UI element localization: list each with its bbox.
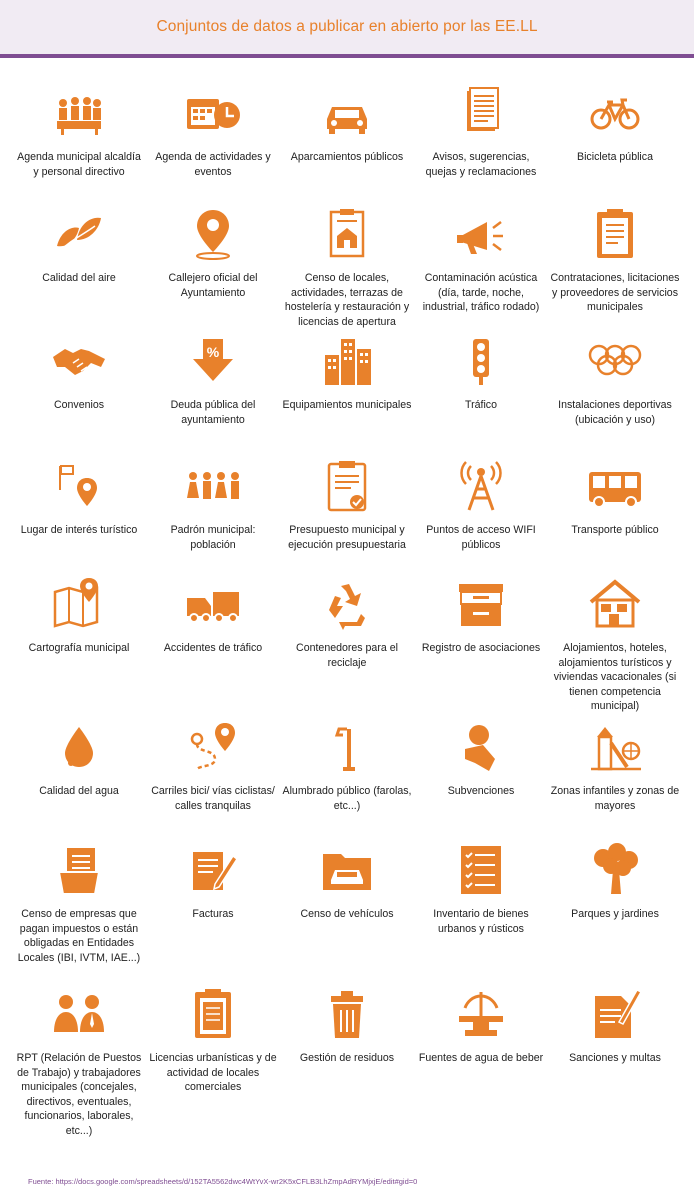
dataset-label: Aparcamientos públicos: [290, 151, 404, 163]
route-pin-icon: [182, 716, 244, 778]
dataset-item: [280, 983, 414, 1066]
buildings-icon: [316, 330, 378, 392]
dataset-label: Equipamientos municipales: [282, 399, 412, 411]
dataset-label: Contrataciones, licitaciones y proveedores de servicios municipales: [550, 272, 680, 313]
dataset-label: Zonas infantiles y zonas de mayores: [550, 785, 680, 812]
dataset-item: [414, 82, 548, 179]
dataset-label: Bicicleta pública: [577, 151, 653, 163]
workers-icon: [48, 983, 110, 1045]
map-pin-icon: [182, 203, 244, 265]
dataset-label: Calidad del aire: [42, 272, 116, 284]
dataset-label: Instalaciones deportivas (ubicación y uso): [558, 399, 672, 426]
dataset-label: Puntos de acceso WIFI públicos: [426, 524, 536, 551]
dataset-item: [12, 573, 146, 656]
dataset-item: [12, 716, 146, 799]
antenna-icon: [450, 455, 512, 517]
dataset-label: Lugar de interés turístico: [20, 524, 138, 536]
dataset-label: Presupuesto municipal y ejecución presupuestaria: [288, 524, 406, 551]
dataset-label: Inventario de bienes urbanos y rústicos: [433, 908, 529, 935]
dataset-item: [12, 839, 146, 965]
dataset-item: [12, 455, 146, 538]
dataset-item: [414, 839, 548, 936]
clipboard-icon: [584, 203, 646, 265]
dataset-label: Avisos, sugerencias, quejas y reclamaciones: [425, 151, 537, 178]
source-link[interactable]: Fuente: https://docs.google.com/spreadsheets/d/152TA5562dwc4WtYvX-wr2K5xCFLB3LhZmpAdRYMjxjE/edit#gid=0: [28, 1177, 418, 1186]
dataset-item: [12, 203, 146, 286]
folded-map-icon: [48, 573, 110, 635]
license-clipboard-icon: [182, 983, 244, 1045]
dataset-item: [280, 82, 414, 165]
dataset-label: Fuentes de agua de beber: [418, 1052, 544, 1064]
source-footer: [28, 1177, 417, 1186]
dataset-label: Licencias urbanísticas y de actividad de locales comerciales: [149, 1052, 277, 1093]
dataset-label: Calidad del agua: [39, 785, 119, 797]
dataset-label: Censo de vehículos: [300, 908, 394, 920]
water-drop-icon: [48, 716, 110, 778]
header-banner: [0, 0, 694, 58]
dataset-item: [146, 573, 280, 656]
dataset-item: [280, 716, 414, 813]
debt-arrow-icon: [182, 330, 244, 392]
dataset-item: [280, 839, 414, 922]
dataset-item: [548, 716, 682, 813]
checklist-icon: [450, 839, 512, 901]
fine-document-icon: [584, 983, 646, 1045]
dataset-item: [146, 716, 280, 813]
dataset-item: [414, 455, 548, 552]
dataset-item: [280, 455, 414, 552]
dataset-label: Cartografía municipal: [28, 642, 130, 654]
dataset-label: Subvenciones: [447, 785, 515, 797]
document-icon: [450, 82, 512, 144]
dataset-item: [548, 330, 682, 427]
dataset-item: [548, 203, 682, 315]
dataset-item: [414, 716, 548, 799]
dataset-label: Callejero oficial del Ayuntamiento: [168, 272, 258, 299]
dataset-label: Sanciones y multas: [569, 1052, 661, 1064]
budget-clipboard-icon: [316, 455, 378, 517]
dataset-item: [12, 983, 146, 1138]
megaphone-icon: [450, 203, 512, 265]
dataset-item: [146, 455, 280, 552]
dataset-item: [146, 82, 280, 179]
dataset-item: [280, 573, 414, 670]
car-folder-icon: [316, 839, 378, 901]
dataset-item: [12, 82, 146, 179]
population-icon: [182, 455, 244, 517]
filing-cabinet-icon: [450, 573, 512, 635]
svg-text:%: %: [206, 344, 220, 360]
leaves-icon: [48, 203, 110, 265]
dataset-item: [414, 983, 548, 1066]
dataset-label: Transporte público: [571, 524, 659, 536]
dataset-item: [146, 839, 280, 922]
dataset-label: Gestión de residuos: [299, 1052, 395, 1064]
dataset-item: [12, 330, 146, 413]
dataset-label: Accidentes de tráfico: [163, 642, 263, 654]
traffic-light-icon: [450, 330, 512, 392]
dataset-label: Deuda pública del ayuntamiento: [170, 399, 256, 426]
playground-icon: [584, 716, 646, 778]
dataset-label: Convenios: [53, 399, 105, 411]
flag-pin-icon: [48, 455, 110, 517]
tree-icon: [584, 839, 646, 901]
dataset-label: RPT (Relación de Puestos de Trabajo) y trabajadores municipales (concejales, directivos, eventuales, funcionarios, laborales, etc...): [16, 1052, 142, 1137]
dataset-item: [548, 839, 682, 922]
dataset-item: [414, 330, 548, 413]
streetlight-icon: [316, 716, 378, 778]
dataset-label: Contaminación acústica (día, tarde, noche, industrial, tráfico rodado): [422, 272, 540, 313]
meeting-people-icon: [48, 82, 110, 144]
dataset-item: [548, 82, 682, 165]
page-title: Conjuntos de datos a publicar en abierto por las EE.LL: [156, 18, 538, 35]
fountain-icon: [450, 983, 512, 1045]
dataset-item: [146, 330, 280, 427]
dataset-item: [414, 203, 548, 315]
dataset-label: Carriles bici/ vías ciclistas/ calles tranquilas: [151, 785, 275, 812]
folder-document-icon: [48, 839, 110, 901]
dataset-item: [280, 203, 414, 329]
dataset-label: Contenedores para el reciclaje: [296, 642, 398, 669]
dataset-item: [548, 455, 682, 538]
dataset-item: [146, 203, 280, 300]
dataset-label: Tráfico: [465, 399, 497, 411]
house-icon: [584, 573, 646, 635]
dataset-label: Censo de locales, actividades, terrazas de hostelería y restauración y licencias de apertura: [284, 272, 410, 328]
handshake-icon: [48, 330, 110, 392]
dataset-label: Agenda municipal alcaldía y personal directivo: [17, 151, 141, 178]
dataset-item: [548, 983, 682, 1066]
shop-clipboard-icon: [316, 203, 378, 265]
dataset-item: [146, 983, 280, 1095]
olympic-rings-icon: [584, 330, 646, 392]
invoice-pen-icon: [182, 839, 244, 901]
dataset-label: Alojamientos, hoteles, alojamientos turísticos y viviendas vacacionales (si tienen competencia municipal): [553, 642, 677, 712]
dataset-label: Censo de empresas que pagan impuestos o están obligadas en Entidades Locales (IBI, IVTM, IAE...): [17, 908, 141, 964]
recycle-icon: [316, 573, 378, 635]
dataset-label: Facturas: [192, 908, 234, 920]
hand-coin-icon: [450, 716, 512, 778]
dataset-item: [280, 330, 414, 413]
calendar-clock-icon: [182, 82, 244, 144]
trash-bin-icon: [316, 983, 378, 1045]
dataset-item: [548, 573, 682, 714]
dataset-label: Registro de asociaciones: [421, 642, 541, 654]
dataset-label: Parques y jardines: [571, 908, 659, 920]
dataset-label: Alumbrado público (farolas, etc...): [282, 785, 412, 812]
dataset-label: Padrón municipal: población: [170, 524, 256, 551]
bicycle-icon: [584, 82, 646, 144]
vehicles-icon: [182, 573, 244, 635]
car-icon: [316, 82, 378, 144]
dataset-label: Agenda de actividades y eventos: [155, 151, 271, 178]
dataset-item: [414, 573, 548, 656]
bus-icon: [584, 455, 646, 517]
